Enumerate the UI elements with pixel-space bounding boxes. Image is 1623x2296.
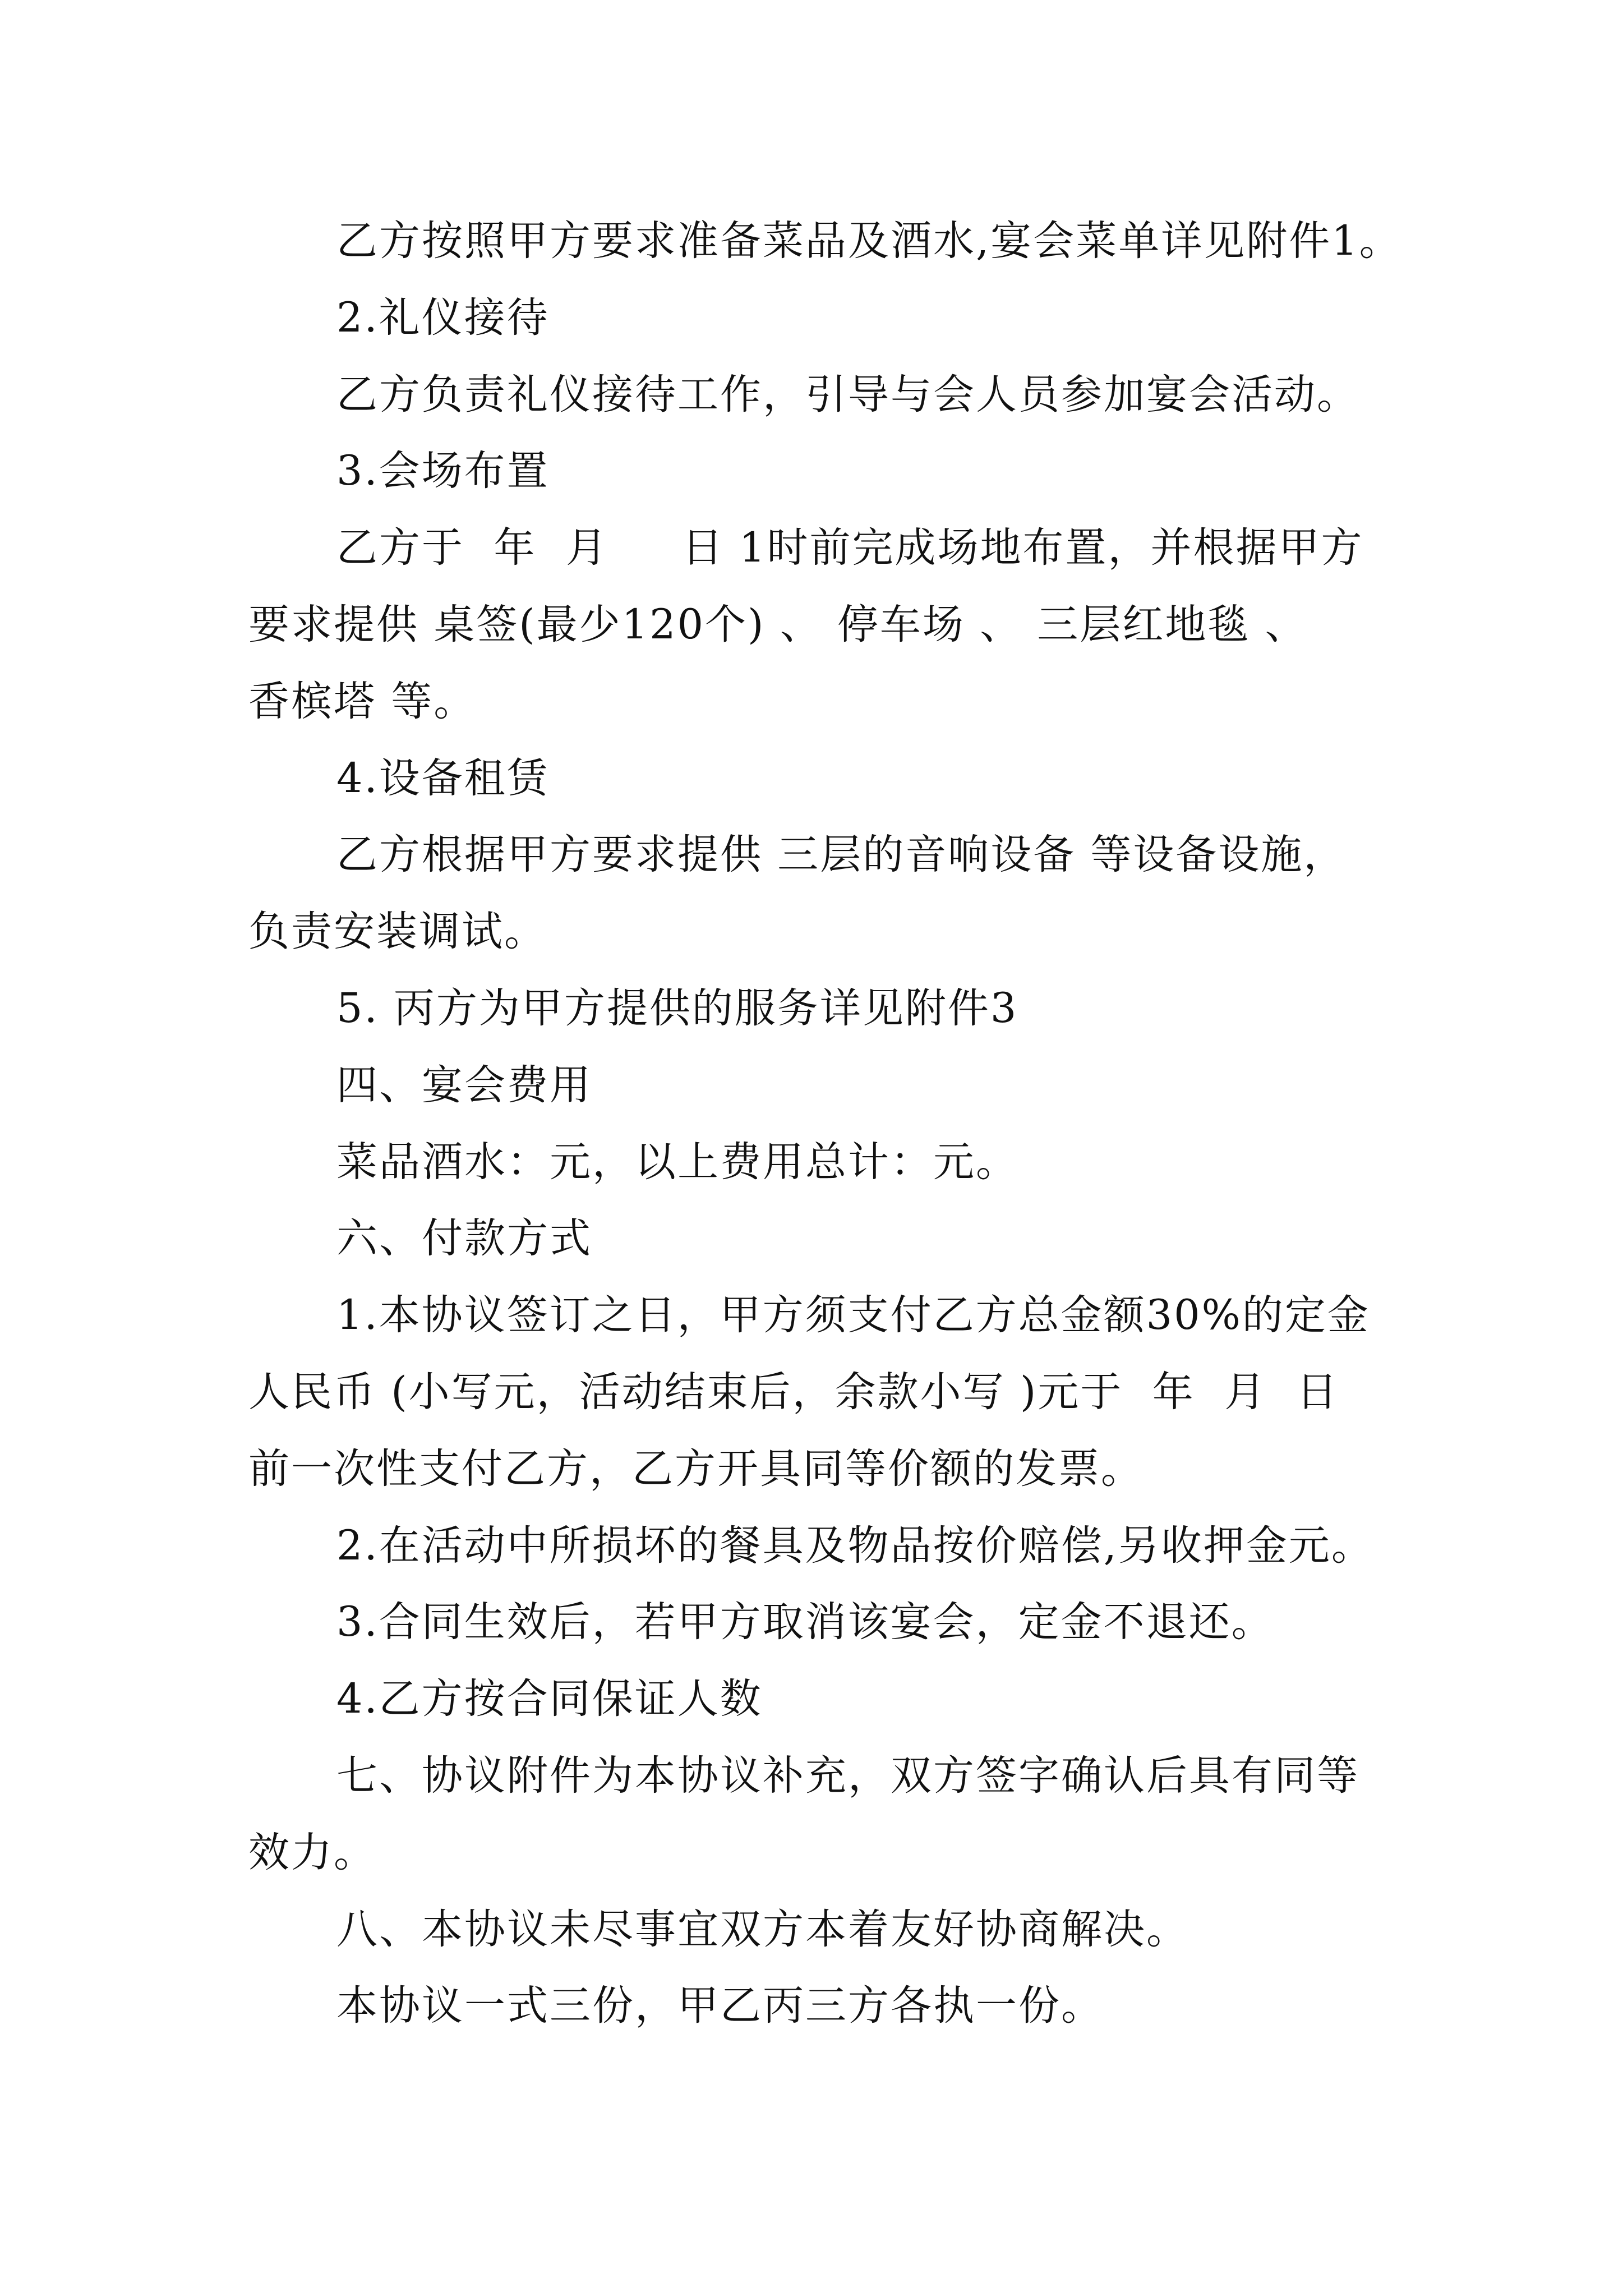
paragraph-line: 效力。 <box>248 1828 376 1876</box>
paragraph-line: 乙方于 年 月 日 1时前完成场地布置，并根据甲方 <box>336 524 1364 572</box>
paragraph-venue <box>248 510 1538 740</box>
section-heading-venue <box>248 433 1538 510</box>
section-heading: 4.设备租赁 <box>336 754 550 802</box>
document-body <box>248 203 1538 2045</box>
paragraph-line: 人民币 (小写元，活动结束后，余款小写 )元于 年 月 日 <box>248 1368 1339 1416</box>
paragraph-payment-3 <box>248 1584 1538 1661</box>
section-heading-equipment <box>248 740 1538 817</box>
paragraph-equipment <box>248 817 1538 970</box>
paragraph-line: 乙方按照甲方要求准备菜品及酒水,宴会菜单详见附件1。 <box>336 217 1402 265</box>
paragraph-payment-4 <box>248 1661 1538 1738</box>
paragraph-copies <box>248 1968 1538 2045</box>
paragraph-unresolved-matters <box>248 1892 1538 1968</box>
paragraph-line: 3.合同生效后，若甲方取消该宴会，定金不退还。 <box>336 1598 1274 1646</box>
paragraph-line: 1.本协议签订之日，甲方须支付乙方总金额30%的定金 <box>336 1291 1370 1340</box>
paragraph-line: 菜品酒水：元，以上费用总计：元。 <box>336 1138 1018 1186</box>
paragraph-line: 2.在活动中所损坏的餐具及物品按价赔偿,另收押金元。 <box>336 1521 1374 1570</box>
paragraph-line: 本协议一式三份，甲乙丙三方各执一份。 <box>336 1982 1104 2030</box>
section-heading-reception <box>248 280 1538 357</box>
paragraph-line: 香槟塔 等。 <box>248 677 477 725</box>
paragraph-line: 乙方根据甲方要求提供 三层的音响设备 等设备设施， <box>336 831 1347 879</box>
paragraph-line: 4.乙方按合同保证人数 <box>336 1675 763 1723</box>
paragraph-line: 负责安装调试。 <box>248 908 547 956</box>
section-heading-fees <box>248 1047 1538 1124</box>
section-heading: 3.会场布置 <box>336 447 550 495</box>
paragraph-line: 七、协议附件为本协议补充，双方签字确认后具有同等 <box>336 1751 1359 1800</box>
section-heading: 2.礼仪接待 <box>336 293 550 342</box>
section-heading: 四、宴会费用 <box>336 1061 592 1109</box>
paragraph-payment-2 <box>248 1508 1538 1585</box>
paragraph-reception <box>248 357 1538 434</box>
paragraph-fees <box>248 1124 1538 1201</box>
paragraph-services <box>248 970 1538 1047</box>
paragraph-line: 前一次性支付乙方，乙方开具同等价额的发票。 <box>248 1444 1144 1493</box>
section-heading-payment <box>248 1200 1538 1277</box>
section-heading: 六、付款方式 <box>336 1214 592 1263</box>
paragraph-line: 乙方负责礼仪接待工作，引导与会人员参加宴会活动。 <box>336 370 1359 418</box>
paragraph-payment-1 <box>248 1277 1538 1507</box>
paragraph-attachments <box>248 1738 1538 1892</box>
paragraph-line: 5. 丙方为甲方提供的服务详见附件3 <box>336 984 1018 1032</box>
paragraph-line: 八、本协议未尽事宜双方本着友好协商解决。 <box>336 1905 1189 1953</box>
paragraph-line: 要求提供 桌签(最少120个) 、 停车场 、 三层红地毯 、 <box>248 600 1308 648</box>
paragraph-menu-note <box>248 203 1538 280</box>
